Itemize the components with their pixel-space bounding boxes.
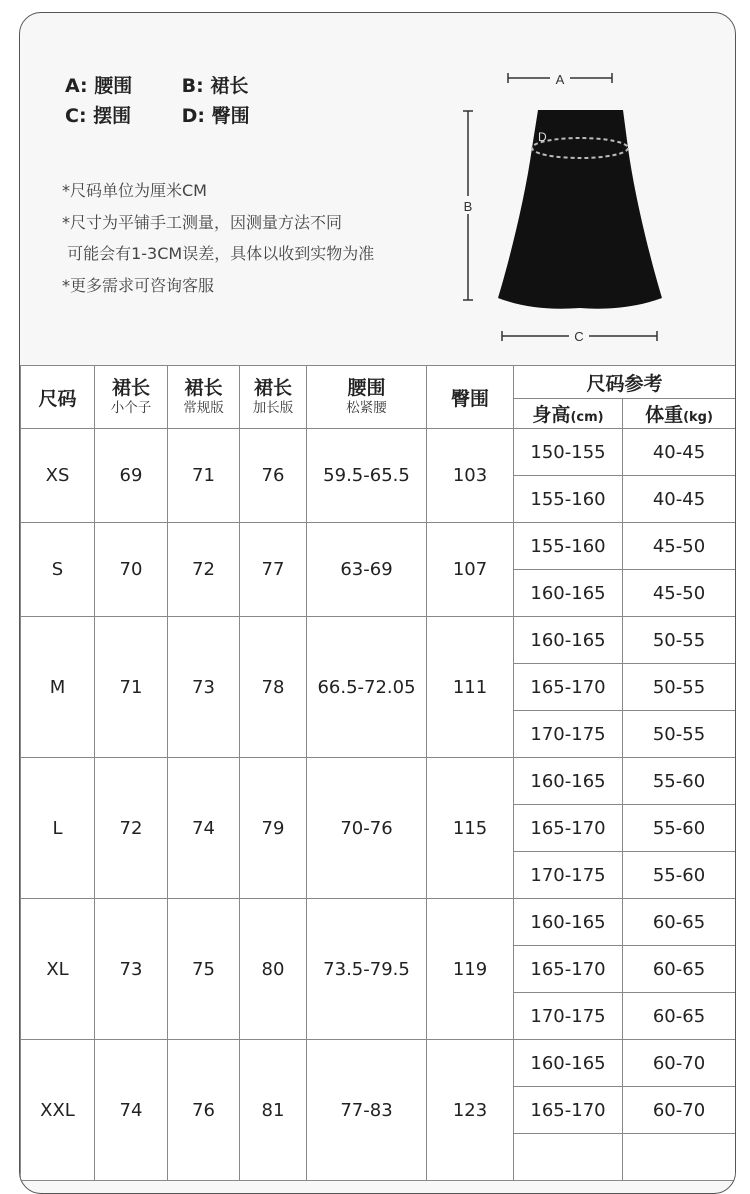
length-regular-cell: 74 xyxy=(168,758,240,899)
weight-range-cell: 50-55 xyxy=(623,711,736,758)
weight-range-cell: 60-65 xyxy=(623,946,736,993)
weight-range-cell: 45-50 xyxy=(623,523,736,570)
length-long-cell: 81 xyxy=(240,1040,307,1181)
header-size: 尺码 xyxy=(21,366,95,429)
weight-range-cell: 40-45 xyxy=(623,476,736,523)
height-range-cell xyxy=(514,1134,623,1181)
table-row xyxy=(21,523,736,570)
weight-range-cell: 45-50 xyxy=(623,570,736,617)
weight-range-cell: 60-70 xyxy=(623,1040,736,1087)
legend-c: C: 摆围 xyxy=(65,105,132,127)
size-cell: L xyxy=(21,758,95,899)
note-service: *更多需求可咨询客服 xyxy=(62,275,215,295)
length-regular-cell: 72 xyxy=(168,523,240,617)
size-table xyxy=(20,365,736,1181)
table-row xyxy=(21,758,736,805)
size-table-body xyxy=(21,429,736,1181)
size-cell: XS xyxy=(21,429,95,523)
height-range-cell: 150-155 xyxy=(514,429,623,476)
legend-d: D: 臀围 xyxy=(181,105,250,127)
header-hip: 臀围 xyxy=(427,366,514,429)
length-regular-cell: 73 xyxy=(168,617,240,758)
hip-cell: 115 xyxy=(427,758,514,899)
length-long-cell: 78 xyxy=(240,617,307,758)
table-row xyxy=(21,429,736,476)
length-long-cell: 77 xyxy=(240,523,307,617)
height-range-cell: 155-160 xyxy=(514,476,623,523)
skirt-diagram xyxy=(440,68,670,353)
height-range-cell: 165-170 xyxy=(514,805,623,852)
weight-range-cell: 55-60 xyxy=(623,805,736,852)
size-chart-card xyxy=(19,12,736,1194)
table-row xyxy=(21,899,736,946)
header-size-reference: 尺码参考 xyxy=(514,366,736,399)
size-cell: S xyxy=(21,523,95,617)
weight-range-cell: 60-65 xyxy=(623,899,736,946)
length-long-cell: 76 xyxy=(240,429,307,523)
height-range-cell: 160-165 xyxy=(514,617,623,664)
weight-range-cell: 55-60 xyxy=(623,758,736,805)
measurement-legend xyxy=(65,71,250,131)
header-weight: 体重(kg) xyxy=(623,399,736,429)
length-petite-cell: 74 xyxy=(95,1040,168,1181)
height-range-cell: 155-160 xyxy=(514,523,623,570)
height-range-cell: 165-170 xyxy=(514,946,623,993)
height-range-cell: 170-175 xyxy=(514,711,623,758)
waist-cell: 66.5-72.05 xyxy=(307,617,427,758)
height-range-cell: 170-175 xyxy=(514,993,623,1040)
height-range-cell: 160-165 xyxy=(514,899,623,946)
length-petite-cell: 70 xyxy=(95,523,168,617)
height-range-cell: 160-165 xyxy=(514,1040,623,1087)
weight-range-cell: 60-65 xyxy=(623,993,736,1040)
length-long-cell: 80 xyxy=(240,899,307,1040)
hip-cell: 111 xyxy=(427,617,514,758)
note-unit: *尺码单位为厘米CM xyxy=(62,181,207,200)
header-length-regular: 裙长 常规版 xyxy=(168,366,240,429)
skirt-shape xyxy=(498,110,662,309)
label-a: A xyxy=(555,72,565,87)
hip-cell: 119 xyxy=(427,899,514,1040)
table-row xyxy=(21,617,736,664)
length-petite-cell: 72 xyxy=(95,758,168,899)
size-cell: XXL xyxy=(21,1040,95,1181)
weight-range-cell xyxy=(623,1134,736,1181)
height-range-cell: 160-165 xyxy=(514,570,623,617)
height-range-cell: 170-175 xyxy=(514,852,623,899)
length-petite-cell: 73 xyxy=(95,899,168,1040)
header-length-long: 裙长 加长版 xyxy=(240,366,307,429)
weight-range-cell: 55-60 xyxy=(623,852,736,899)
weight-range-cell: 60-70 xyxy=(623,1087,736,1134)
weight-range-cell: 50-55 xyxy=(623,617,736,664)
waist-cell: 77-83 xyxy=(307,1040,427,1181)
note-error: 可能会有1-3CM误差，具体以收到实物为准 xyxy=(62,244,375,263)
waist-cell: 70-76 xyxy=(307,758,427,899)
length-petite-cell: 69 xyxy=(95,429,168,523)
length-long-cell: 79 xyxy=(240,758,307,899)
waist-cell: 59.5-65.5 xyxy=(307,429,427,523)
size-cell: XL xyxy=(21,899,95,1040)
header-height: 身高(cm) xyxy=(514,399,623,429)
weight-range-cell: 50-55 xyxy=(623,664,736,711)
length-regular-cell: 71 xyxy=(168,429,240,523)
height-range-cell: 165-170 xyxy=(514,1087,623,1134)
hip-cell: 103 xyxy=(427,429,514,523)
header-length-petite: 裙长 小个子 xyxy=(95,366,168,429)
waist-cell: 73.5-79.5 xyxy=(307,899,427,1040)
note-method: *尺寸为平铺手工测量，因测量方法不同 xyxy=(62,212,343,232)
height-range-cell: 160-165 xyxy=(514,758,623,805)
length-petite-cell: 71 xyxy=(95,617,168,758)
length-regular-cell: 76 xyxy=(168,1040,240,1181)
legend-a: A: 腰围 xyxy=(65,75,133,97)
weight-range-cell: 40-45 xyxy=(623,429,736,476)
label-b: B xyxy=(463,199,473,214)
length-regular-cell: 75 xyxy=(168,899,240,1040)
label-d: D xyxy=(538,130,547,144)
height-range-cell: 165-170 xyxy=(514,664,623,711)
size-cell: M xyxy=(21,617,95,758)
label-c: C xyxy=(574,329,584,344)
measurement-notes xyxy=(62,175,374,301)
waist-cell: 63-69 xyxy=(307,523,427,617)
table-row xyxy=(21,1040,736,1087)
hip-cell: 107 xyxy=(427,523,514,617)
header-waist: 腰围 松紧腰 xyxy=(307,366,427,429)
legend-b: B: 裙长 xyxy=(181,75,249,97)
hip-cell: 123 xyxy=(427,1040,514,1181)
